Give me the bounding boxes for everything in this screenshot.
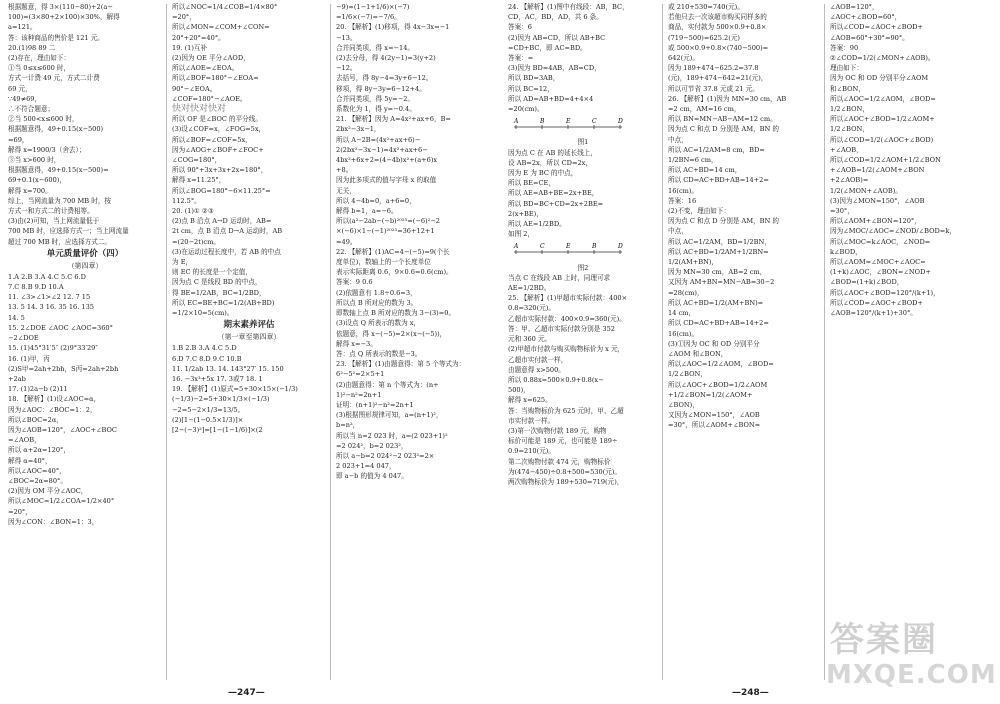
text-line: 两次购物标价为 189+530=719(元)， xyxy=(508,477,624,486)
text-line: 因为此多项式的值与字母 x 的取值 xyxy=(336,176,437,185)
text-line: 市实付款一样。 xyxy=(508,416,555,425)
text-line: =20°， xyxy=(8,507,32,516)
segment-point-label: C xyxy=(592,118,597,126)
text-line: 第二次购物付款 474 元，购物标价 xyxy=(508,457,611,466)
text-line: 112.5°。 xyxy=(172,196,201,205)
text-line: 为 E， xyxy=(172,258,193,267)
text-line: ∠AOB=120°， xyxy=(830,3,879,11)
text-line: −13。 xyxy=(336,33,357,42)
text-line: [2−(−3)²]=[1−(1−1/6)]×(2 xyxy=(172,425,263,434)
text-line: (3)设点 Q 所表示的数为 x， xyxy=(336,319,421,328)
text-line: 26. 【解析】(1)因为 MN=30 cm，AB xyxy=(668,94,787,103)
text-line: 6²−5²=2×5+1 xyxy=(336,370,385,379)
handwritten-note: 快对快对快对 xyxy=(172,104,227,115)
text-line: 所以点 B 所对应的数为 3。 xyxy=(336,298,418,307)
text-line: (3)①因为 OC 和 OD 分别平分 xyxy=(668,339,760,348)
text-line: 解得 x=11.25°， xyxy=(172,176,226,185)
text-line: 所以 90°+3x+3x+2x=180°， xyxy=(172,166,268,175)
figure-2-segment xyxy=(508,242,628,256)
text-line: 因为∠AOG+∠BOF+∠FOC+ xyxy=(172,145,264,154)
text-line: =30°，所以∠AOM+∠BON= xyxy=(668,421,761,430)
text-line: 所以∠AOC+∠BOD=1/2∠AOM+ xyxy=(830,115,935,124)
text-line: 标价可能是 189 元，也可能是 189÷ xyxy=(508,437,618,446)
text-line: 乙超市实际付款：400×0.9=360(元)。 xyxy=(508,314,626,323)
text-line: 根据题意得，49+0.15(x−500)= xyxy=(8,166,109,175)
text-line: 度单位)，数轴上的一个长度单位 xyxy=(336,258,431,267)
text-line: 因为 E 为 BC 的中点， xyxy=(508,169,578,178)
text-line: 所以 a−b=2 024²−2 023²=2× xyxy=(336,451,435,460)
text-line: (2)因为 OE 平分∠AOD， xyxy=(172,54,250,63)
text-line: 所以 BD=3AB， xyxy=(508,74,560,83)
text-line: ①当 0≤x≤600 时， xyxy=(8,64,71,73)
text-line: ③当 x>600 时， xyxy=(8,156,61,165)
segment-point-label: D xyxy=(618,243,623,251)
text-line: 元和 360 元。 xyxy=(508,335,552,344)
text-line: −12。 xyxy=(336,64,357,73)
text-line: 所以 A−2B=(4x²+ax+6)− xyxy=(336,135,421,144)
section-heading: 单元质量评价（四） xyxy=(46,248,124,259)
text-line: 11. ∠3>∠1>∠2 12. 7 15 xyxy=(8,293,91,302)
text-line: 1.A 2.B 3.A 4.C 5.C 6.D xyxy=(8,272,86,281)
text-line: 642(元)。 xyxy=(668,54,699,63)
text-line: (2)因为 AB=CD，所以 AB+BC xyxy=(508,33,606,42)
text-line: 6.D 7.C 8.D 9.C 10.B xyxy=(172,354,242,363)
watermark-url: MXQE.COM xyxy=(826,660,997,690)
text-line: 所以 AC+BD=1/2(AM+BN)= xyxy=(668,298,764,307)
text-line: 25. 【解析】(1)甲超市实际付款：400× xyxy=(508,294,628,303)
text-line: 所以 OF 是∠BOC 的平分线。 xyxy=(172,115,262,124)
text-line: k∠BOD， xyxy=(830,247,862,256)
text-line: 20. (1)① ②③ xyxy=(172,207,214,216)
text-line: 69+0.1(x−600)， xyxy=(8,176,66,185)
text-line: (2)不变，理由如下： xyxy=(668,207,731,216)
watermark-logo: 答案圈 xyxy=(830,620,938,660)
text-line: 所以 AC=1/2AM，BD=1/2BN， xyxy=(668,237,771,246)
figure xyxy=(508,242,658,259)
text-line: 16. (1)甲，丙 xyxy=(8,354,50,363)
text-line: 2(x+BE)， xyxy=(508,209,543,218)
text-line: 合并同类项，得 x=−14。 xyxy=(336,43,415,52)
text-line: 14 cm， xyxy=(668,309,696,318)
text-line: CD，AC，BD，AD，共 6 条。 xyxy=(508,13,603,22)
text-line: 答案：9 0.6 xyxy=(336,278,373,287)
text-line: 所以 EC=BE+BC=1/2(AB+BD) xyxy=(172,298,275,307)
text-line: ∠COF=180°−∠AOE。 xyxy=(172,94,247,103)
text-line: 11. 1/2ab 13. 14. 143°27′ 15. 150 xyxy=(172,364,284,373)
section-heading: 期末素养评估 xyxy=(223,320,275,331)
text-line: 答：点 Q 所表示的数是−3。 xyxy=(336,349,422,358)
text-line: 因为∠AOC：∠BOC=1：2， xyxy=(8,405,97,414)
column-divider xyxy=(662,4,663,680)
column-3 xyxy=(336,2,492,482)
column-divider xyxy=(330,4,331,680)
text-line: (2)[1−(1−0.5×1/3)]× xyxy=(172,415,244,424)
text-line: 则 EC 的长度是一个定值， xyxy=(172,268,252,277)
text-line: 所以∠BOG=180°−6×11.25°= xyxy=(172,186,271,195)
text-line: ∠BOC=2α=80°。 xyxy=(8,476,67,485)
text-line: (2)甲超市付款与购买购物标价为 x 元， xyxy=(508,345,625,354)
text-line: 20. 【解析】(1)移项，得 4x−3x=−1 xyxy=(336,23,450,32)
text-line: 因为 OC 和 OD 分别平分∠AOM xyxy=(830,74,929,83)
text-line: 15. 2∠DOE ∠AOC ∠AOC=360° xyxy=(8,323,113,332)
text-line: 所以 CD=AC+BD+AB=14+2= xyxy=(668,319,769,328)
text-line: (2)点 B 沿点 A→D 运动时，AB= xyxy=(172,217,272,226)
text-line: 所以 4−4b=0，a+6=0， xyxy=(336,196,416,205)
text-line: 20°+20°=40°。 xyxy=(172,33,225,42)
text-line: 15. (1)45°31′5″ (2)9°33′29″ xyxy=(8,344,98,353)
text-line: (2)因为 OM 平分∠AOC， xyxy=(8,487,88,496)
text-line: 或 500×0.9+0.8×(740−500)= xyxy=(668,43,769,52)
segment-point-label: B xyxy=(592,243,597,251)
text-line: (3)根据图形规律可知，a=(n+1)²， xyxy=(336,411,443,420)
text-line: 所以∠COD=∠AOC+∠BOD+ xyxy=(830,23,923,32)
text-line: 24. 【解析】(1)图中有线段：AB，BC， xyxy=(508,3,629,11)
text-line: (719−500)=625.2(元) xyxy=(668,33,740,42)
left-page xyxy=(0,0,496,704)
figure-1-segment xyxy=(508,117,628,131)
text-line: =2 024²，b=2 023²， xyxy=(336,441,408,450)
text-line: 1/2BN=6 cm， xyxy=(668,156,718,165)
text-line: 7.C 8.B 9.D 10.A xyxy=(8,283,64,292)
text-line: 根据题意，得 3×(110−80)+2(a− xyxy=(8,3,113,11)
text-line: =CD+BC，即 AC=BD。 xyxy=(508,43,587,52)
segment-point-label: D xyxy=(618,118,623,126)
text-line: ∠AOB=60°+30°=90°。 xyxy=(830,33,909,42)
text-line: 和∠BON， xyxy=(830,84,865,93)
text-line: 得 BE=1/2AB，BC=1/2BD， xyxy=(172,288,266,297)
text-line: =20°， xyxy=(172,13,196,22)
text-line: +∠AOB， xyxy=(830,145,863,154)
segment-point-label: C xyxy=(540,243,545,251)
text-line: 所以∠MON=∠COM+∠CON= xyxy=(172,23,270,32)
text-line: (元)，189+474−642=21(元)， xyxy=(668,74,768,83)
text-line: 答：该种商品的售价是 121 元。 xyxy=(8,33,104,42)
text-line: +1/2∠BON=1/2(∠AOM+ xyxy=(668,390,753,399)
text-line: 答：甲、乙超市实际付款分别是 352 xyxy=(508,324,615,333)
text-line: 图1 xyxy=(577,138,589,147)
text-line: 解得 x=1900/3（舍去）； xyxy=(8,145,86,154)
page-number-right: —248— xyxy=(732,688,769,698)
text-line: a=121。 xyxy=(8,23,37,32)
text-line: 系数化为 1，得 y=−0.4。 xyxy=(336,105,416,114)
text-line: (2)去分母，得 4(2y−1)=3(y+2) xyxy=(336,54,436,63)
text-line: −9)=(1−1+1/6)×(−7) xyxy=(336,3,410,11)
text-line: 答：当购物标价为 625 元时，甲、乙超 xyxy=(508,406,624,415)
text-line: b=n²， xyxy=(336,421,360,430)
text-line: 答案：90 xyxy=(830,43,859,52)
column-6 xyxy=(830,2,994,318)
text-line: 所以∠AOC=40°， xyxy=(8,466,66,475)
text-line: (2)S甲=2ah+2bh，S丙=2ah+2bh xyxy=(8,364,119,373)
text-line: 商品，实付款为 500×0.9+0.8× xyxy=(668,23,767,32)
text-line: 所以 AC+BD=14 cm， xyxy=(668,166,742,175)
text-line: 所以∠BOF=∠COF=5x， xyxy=(172,135,252,144)
text-line: 1/2∠BON， xyxy=(830,105,869,114)
text-line: =69， xyxy=(8,135,29,144)
text-line: (3)设∠COF=x，∠FOG=5x， xyxy=(172,125,266,134)
text-line: 所以 α+2α=120°， xyxy=(8,446,70,455)
text-line: 依题意，得 x−(−5)=2×(x−(−5))， xyxy=(336,329,447,338)
text-line: 中点， xyxy=(668,135,688,144)
text-line: 方式一和方式二的计费相等。 xyxy=(8,207,94,216)
text-line: 或 210+530=740(元)。 xyxy=(668,3,744,11)
text-line: 所以∠AOE=∠EOA。 xyxy=(172,64,239,73)
text-line: +8。 xyxy=(336,166,353,175)
text-line: 即数轴上点 B 所对应的数为 3−(3)=0。 xyxy=(336,309,456,318)
text-line: =49。 xyxy=(336,237,357,246)
text-line: 所以∠MOC=k∠AOC，∠NOD= xyxy=(830,237,931,246)
text-line: (1+k)∠AOC，∠BON=∠NOD+ xyxy=(830,268,931,277)
segment-point-label: A xyxy=(514,118,519,126)
text-line: 1/2∠BON， xyxy=(830,125,869,134)
text-line: 合并同类项，得 5y=−2。 xyxy=(336,94,415,103)
text-line: 即 a−b 的值为 4 047。 xyxy=(336,472,408,481)
text-line: 所以可节省 37.8 元或 21 元。 xyxy=(668,84,759,93)
text-line: 解得 x=−3。 xyxy=(336,339,377,348)
text-line: 所以(a²−2ab−(−b)²⁰²³=(−6)²−2 xyxy=(336,217,440,226)
text-line: 2bx²−3x−1， xyxy=(336,125,381,134)
column-divider xyxy=(824,4,825,680)
text-line: 因为∠MOC/∠AOC=∠NOD/∠BOD=k， xyxy=(830,227,956,236)
text-line: (2)由题意得：第 n 个等式为：(n+ xyxy=(336,380,439,389)
figure xyxy=(508,117,658,134)
text-line: 所以∠COD=1/2(∠AOC+∠BOD) xyxy=(830,135,934,144)
text-line: 中点， xyxy=(668,227,688,236)
text-line: 90°−∠EOA。 xyxy=(172,84,217,93)
text-line: ∠AOB=120°/(k+1)+30°。 xyxy=(830,309,917,318)
text-line: 因为点 C 和点 D 分别是 AM，BN 的 xyxy=(668,125,779,134)
column-1 xyxy=(8,2,162,527)
text-line: −2∠DOE xyxy=(8,334,39,343)
text-line: ∵49≠69， xyxy=(8,94,42,103)
text-line: 又因为∠MON=150°，∠AOB xyxy=(668,411,760,420)
text-line: 500)， xyxy=(508,386,530,395)
text-line: 因为点 C 是线段 BD 的中点， xyxy=(172,278,262,287)
text-line: 21. 【解析】因为 A=4x²+ax+6，B= xyxy=(336,115,451,124)
text-line: 因为 189+474−625.2=37.8 xyxy=(668,64,759,73)
text-line: 所以∠AOC+∠BOD=1/2∠AOM xyxy=(668,380,768,389)
text-line: 答案：6 xyxy=(508,23,532,32)
text-line: (3)在运动过程长度中，若 AB 的中点 xyxy=(172,247,281,256)
text-line: 由题意得 x>500。 xyxy=(508,365,565,374)
text-line: 所以∠AOC=1/2∠AOM，∠BOD= xyxy=(830,94,936,103)
text-line: 1)²−n²=2n+1 xyxy=(336,390,382,399)
text-line: 如图 2， xyxy=(508,230,535,239)
column-5 xyxy=(668,2,820,431)
text-line: 2(2bx²−3x−1)=4x²+ax+6− xyxy=(336,145,428,154)
text-line: 因为 MN=30 cm，AB=2 cm， xyxy=(668,268,767,277)
text-line: (2)存在，理由如下： xyxy=(8,54,71,63)
text-line: 所以∠AOM+∠BON=120°， xyxy=(830,217,921,226)
text-line: 22. 【解析】(1)AC=4−(−5)=9(个长 xyxy=(336,247,450,256)
text-line: 解得 x=700。 xyxy=(8,186,52,195)
text-line: 17. (1)2a−b (2)11 xyxy=(8,385,68,394)
text-line: 超过 700 MB 时，应选择方式二。 xyxy=(8,237,112,246)
text-line: 综上，当网流量为 700 MB 时，按 xyxy=(8,196,112,205)
page-number-left: —247— xyxy=(228,688,265,698)
text-line: 因为∠CON：∠BON=1：3， xyxy=(8,517,99,526)
text-line: ②当 500<x≤600 时， xyxy=(8,115,79,124)
text-line: 4bx²+6x+2=(4−4b)x²+(a+6)x xyxy=(336,156,438,165)
segment-point-label: E xyxy=(566,243,571,251)
text-line: 所以∠COD=1/2∠AOM+1/2∠BON xyxy=(830,156,941,165)
text-line: 所以∠AOM=∠MOC+∠AOC= xyxy=(830,258,926,267)
text-line: 乙超市实付款一样， xyxy=(508,355,568,364)
text-line: 所以 AE=AB+BE=2x+BE， xyxy=(508,189,599,198)
text-line: 根据题意得，49+0.15(x−500) xyxy=(8,125,104,134)
text-line: 1/2(AM+BN)， xyxy=(668,258,719,267)
text-line: −2=5−2×1/3=13/5。 xyxy=(172,405,245,414)
column-2 xyxy=(172,2,326,435)
text-line: 0.9=210(元)。 xyxy=(508,447,555,456)
text-line: AE=1/2BD。 xyxy=(508,284,551,293)
text-line: 所以 AC=1/2AM=8 cm，BD= xyxy=(668,145,765,154)
text-line: 所以 CD=AC+BD+AB=14+2= xyxy=(668,176,769,185)
text-line: (3)第一次购物付款 189 元，购物 xyxy=(508,426,607,435)
text-line: 为(474−450)÷0.8+500=530(元)。 xyxy=(508,467,621,476)
text-line: 若他只去一次该超市购买同样多的 xyxy=(668,13,767,22)
text-line: 答案：= xyxy=(508,54,534,63)
text-line: 所以 BC=12， xyxy=(508,84,554,93)
text-line: 所以∠AOC=1/2∠AOM，∠BOD= xyxy=(668,360,774,369)
text-line: 解得 b=1，a=−6。 xyxy=(336,207,398,216)
text-line: 设 AB=2x，所以 CD=2x， xyxy=(508,158,592,167)
text-line: 当点 C 在线段 AB 上时，同理可求 xyxy=(508,273,611,282)
text-line: ×(−6)×1−(−1)²⁰²³=36+12+1 xyxy=(336,227,435,236)
text-line: =∠AOB， xyxy=(8,436,41,445)
text-line: 答案：16 xyxy=(668,196,697,205)
text-line: 所以∠MOC=1/2∠COA=1/2×40° xyxy=(8,497,115,506)
text-line: 因为∠AOB=120°，∠AOC+∠BOC xyxy=(8,425,117,434)
right-page xyxy=(504,0,1000,704)
text-line: 所以∠BOF=180°−∠EOA= xyxy=(172,74,259,83)
text-line: 0.8=320(元)。 xyxy=(508,304,555,313)
text-line: ∠COG=180°， xyxy=(172,156,222,165)
text-line: (3)由(2)可知，当上网流量低于 xyxy=(8,217,100,226)
text-line: 所以∠COD=∠AOC+∠BOD+ xyxy=(830,298,923,307)
text-line: 去括号，得 8y−4=3y+6−12。 xyxy=(336,74,433,83)
text-line: 19. (1)互补 xyxy=(172,43,208,52)
text-line: 23. 【解析】(1)由题意得：第 5 个等式为： xyxy=(336,360,466,369)
text-line: ∴不符合题意； xyxy=(8,105,55,114)
text-line: 解得 α=40°， xyxy=(8,456,52,465)
text-line: (2)依题意有 1.8÷0.6=3， xyxy=(336,288,417,297)
section-subheading: （第一章至第四章） xyxy=(217,333,281,342)
text-line: +∠AOB=1/2(∠AOM+∠BON xyxy=(830,166,925,175)
text-line: 所以当 n=2 023 时，a=(2 023+1)² xyxy=(336,431,448,440)
text-line: 所以 BE=CE， xyxy=(508,179,555,188)
text-line: 16. −3x³+5x 17. 3或7 18. 1 xyxy=(172,374,263,383)
text-line: ②∠COD=1/2(∠MON+∠AOB)。 xyxy=(830,54,935,63)
text-line: =1/6×(−7)=−7/6。 xyxy=(336,13,401,22)
section-subheading: （第四章） xyxy=(67,261,103,270)
text-line: ∠BOD=(1+k)∠BOD， xyxy=(830,278,904,287)
segment-point-label: E xyxy=(566,118,571,126)
text-line: 证明：(n+1)²−n²=2n+1 xyxy=(336,400,414,409)
text-line: =28(cm)， xyxy=(668,288,704,297)
text-line: 13. 5 14. 3 16. 35 16. 135 xyxy=(8,303,94,312)
segment-point-label: A xyxy=(514,243,519,251)
text-line: 表示实际距离 0.6，9×0.6=0.6(cm)。 xyxy=(336,268,453,277)
text-line: =2 cm，AM=16 cm， xyxy=(668,105,741,114)
text-line: 18. 【解析】(1)设∠AOC=α， xyxy=(8,395,101,404)
text-line: 16(cm)。 xyxy=(668,186,699,195)
text-line: +2ab xyxy=(8,374,26,383)
text-line: 图2 xyxy=(577,263,589,272)
text-line: 解得 x=625。 xyxy=(508,396,552,405)
text-line: 2 023+1=4 047， xyxy=(336,462,396,471)
text-line: 所以∠BOC=2α， xyxy=(8,415,63,424)
text-line: 1.B 2.B 3.A 4.C 5.D xyxy=(172,344,237,353)
text-line: ∠BON)， xyxy=(668,400,699,409)
text-line: =(20−2t)cm。 xyxy=(172,237,220,246)
text-line: 700 MB 时，应选择方式一；当上网流量 xyxy=(8,227,129,236)
text-line: 因为点 C 在 AB 的延长线上， xyxy=(508,148,597,157)
text-line: 所以 AD=AB+BD=4+4×4 xyxy=(508,94,594,103)
text-line: ∠AOC+∠BOD=60°， xyxy=(830,13,902,22)
text-line: ∠AOM 和∠BON， xyxy=(668,349,728,358)
text-line: 1/2∠BON， xyxy=(668,370,707,379)
text-line: 因为点 C 和点 D 分别是 AM，BN 的 xyxy=(668,217,779,226)
text-line: 19. 【解析】(1)原式=5+30×15×(−1/3) xyxy=(172,385,298,394)
text-line: (−1/3)−2=5+30×1/3×(−1/3) xyxy=(172,395,270,404)
text-line: 所以 0.88x=500×0.9+0.8(x− xyxy=(508,375,604,384)
text-line: 2t cm，点 B 沿点 D→A 运动时，AB xyxy=(172,227,283,236)
text-line: (3)因为 BD=4AB，AB=CD， xyxy=(508,64,601,73)
text-line: (3)因为∠MON=150°，∠AOB xyxy=(830,196,925,205)
segment-point-label: B xyxy=(540,118,545,126)
text-line: 移项，得 8y−3y=6−12+4。 xyxy=(336,84,426,93)
text-line: 20.(1)98 89 二 xyxy=(8,43,56,52)
text-line: =30°， xyxy=(830,207,854,216)
text-line: 14. 5 xyxy=(8,313,25,322)
text-line: 又因为 AM+BN=MN−AB=30−2 xyxy=(668,278,775,287)
text-line: 理由如下： xyxy=(830,64,863,73)
text-line: 无关， xyxy=(336,186,356,195)
text-line: 1/2(∠MON+∠AOB)。 xyxy=(830,186,902,195)
column-divider xyxy=(166,4,167,680)
text-line: =1/2×10=5(cm)。 xyxy=(172,309,234,318)
text-line: 100)=(3×80+2×100)×30%，解得 xyxy=(8,13,120,22)
text-line: 所以 AE=1/2BD。 xyxy=(508,220,566,229)
text-line: 所以 BD=BC+CD=2x+2BE= xyxy=(508,199,604,208)
text-line: +2∠AOB)= xyxy=(830,176,869,185)
text-line: 所以∠NOC=1/4∠COB=1/4×80° xyxy=(172,3,278,11)
text-line: 所以∠AOC+∠BOD=120°/(k+1)， xyxy=(830,288,940,297)
text-line: 方式一计费 49 元，方式二计费 xyxy=(8,74,100,83)
text-line: =20(cm)。 xyxy=(508,105,544,114)
text-line: 16(cm)。 xyxy=(668,329,699,338)
column-4 xyxy=(508,2,658,487)
text-line: 所以 BN=MN−AB−AM=12 cm。 xyxy=(668,115,777,124)
text-line: 69 元， xyxy=(8,84,32,93)
text-line: 所以 AC+BD=1/2AM+1/2BN= xyxy=(668,247,769,256)
